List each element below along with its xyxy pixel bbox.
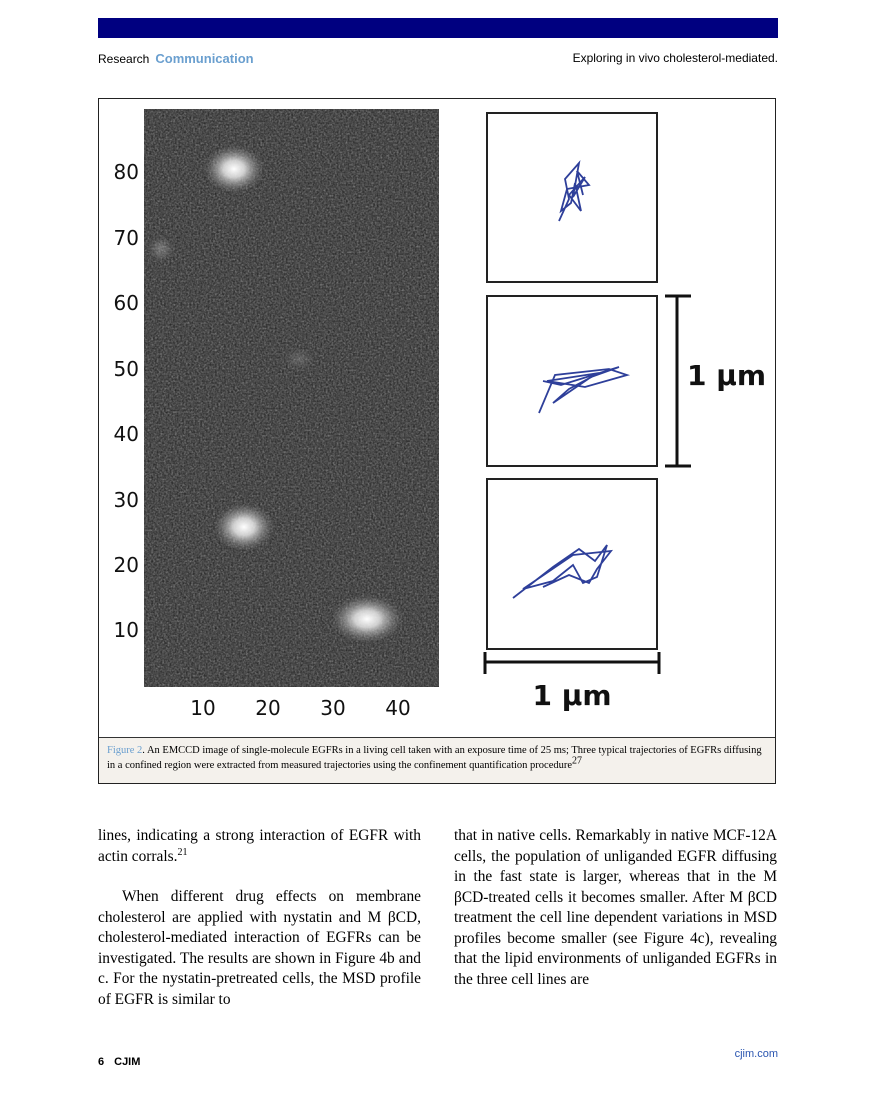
trajectory-panel-2 <box>487 296 657 466</box>
caption-label: Figure 2 <box>107 745 143 756</box>
x-tick: 30 <box>320 696 346 720</box>
y-axis-ticks <box>114 160 139 642</box>
y-tick: 30 <box>113 488 139 512</box>
scale-label-horizontal: 1 μm <box>532 679 612 712</box>
y-tick: 40 <box>113 422 139 446</box>
x-tick: 20 <box>255 696 281 720</box>
paragraph: that in native cells. Remarkably in native MCF-12A cells, the population of unliganded EGFR diffusing in the fast state is larger, whereas that in the M βCD-treated cells it becomes smaller. After M βCD treatment the cell line dependent variations in MSD profiles become smaller (see Figure 4c), revealing that the lipid environments of unliganded EGFRs in the three cell lines are <box>454 827 777 988</box>
journal-name: CJIM <box>114 1056 141 1068</box>
header-bar <box>98 18 778 38</box>
trajectory-panel-3 <box>487 479 657 649</box>
horizontal-scale-bar <box>485 652 659 712</box>
scale-label-vertical: 1 μm <box>687 359 767 392</box>
x-axis-ticks <box>190 696 410 720</box>
y-tick: 70 <box>113 226 139 250</box>
molecule-spot <box>204 145 264 193</box>
header-section <box>98 51 254 66</box>
section-label: Research <box>98 52 150 66</box>
y-tick: 10 <box>113 618 139 642</box>
y-tick: 60 <box>113 291 139 315</box>
figure-2 <box>98 98 776 784</box>
paragraph: lines, indicating a strong interaction of EGFR with actin corrals.$^{21}$ <box>98 827 421 865</box>
y-tick: 80 <box>113 160 139 184</box>
page-number: 6 <box>98 1056 105 1068</box>
y-tick: 50 <box>113 357 139 381</box>
trajectory-panel-1 <box>487 113 657 282</box>
body-column-left <box>98 826 421 1010</box>
footer-left <box>98 1056 140 1068</box>
body-column-right <box>454 826 777 990</box>
x-tick: 40 <box>385 696 411 720</box>
molecule-spot <box>331 595 403 643</box>
caption-text: . An EMCCD image of single-molecule EGFRs in a living cell taken with an exposure time of 25 ms; Three typical trajectories of EGFRs diffusing in a confined region were extracted from measured trajectories using the confinement quantification procedure <box>107 745 762 771</box>
journal-url[interactable]: cjim.com <box>734 1048 778 1060</box>
y-tick: 20 <box>113 553 139 577</box>
reference-marker: 21 <box>177 846 188 858</box>
category-label: Communication <box>155 51 254 66</box>
running-title: Exploring in vivo cholesterol-mediated. <box>572 51 778 65</box>
paragraph: When different drug effects on membrane cholesterol are applied with nystatin and M βCD, cholesterol-mediated interaction of EGFRs can be investigated. The results are shown in Figure 4b and c. For the nystatin-pretreated cells, the MSD profile of EGFR is similar to <box>98 888 421 1008</box>
figure-caption <box>99 737 775 783</box>
vertical-scale-bar <box>665 296 766 466</box>
caption-reference: 27 <box>572 755 583 767</box>
emccd-image <box>144 109 439 687</box>
figure-artwork <box>99 99 776 739</box>
molecule-spot <box>214 503 274 551</box>
x-tick: 10 <box>190 696 216 720</box>
